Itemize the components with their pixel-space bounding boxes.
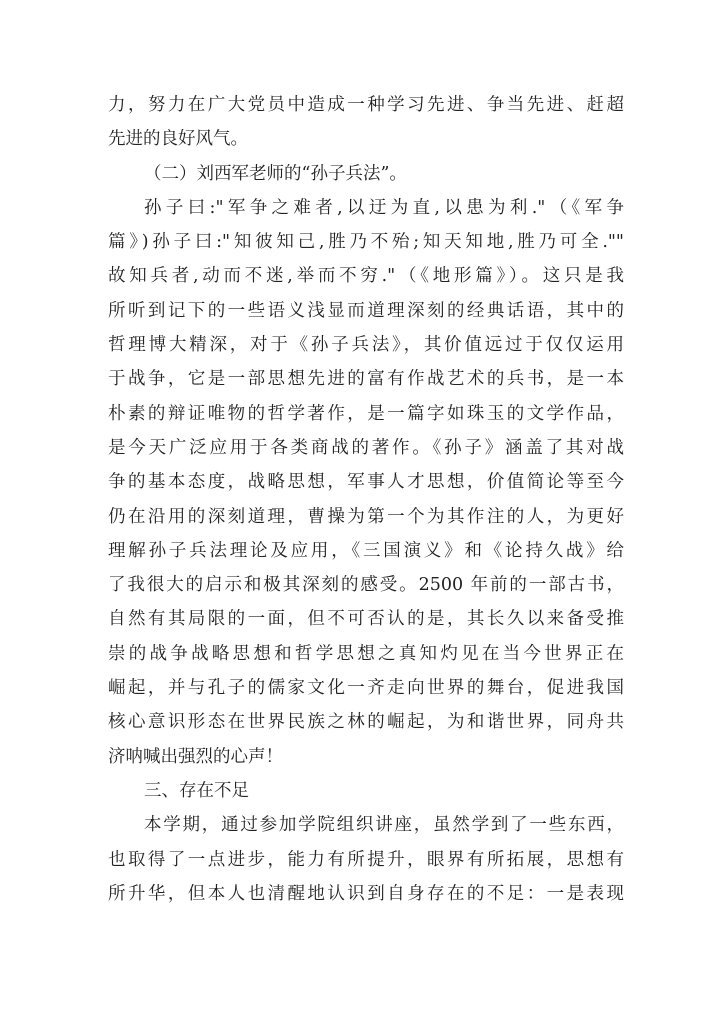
text-line: 篇》)孙子曰:"知彼知己,胜乃不殆;知天知地,胜乃可全."" [108, 232, 624, 253]
text-line: 哲理博大精深，对于《孙子兵法》，其价值远过于仅仅运用 [108, 335, 624, 356]
section-heading: 三、存在不足 [144, 780, 249, 801]
text-line: 所听到记下的一些语义浅显而道理深刻的经典话语，其中的 [108, 300, 624, 321]
text-line: 本学期，通过参加学院组织讲座，虽然学到了一些东西， [144, 815, 624, 836]
text-line: 仍在沿用的深刻道理，曹操为第一个为其作注的人，为更好 [108, 506, 624, 527]
text-line: 核心意识形态在世界民族之林的崛起，为和谐世界，同舟共 [108, 712, 624, 733]
text-line: 济呐喊出强烈的心声！ [108, 746, 283, 767]
text-line: 崇的战争战略思想和哲学思想之真知灼见在当今世界正在 [108, 643, 624, 664]
text-line: 争的基本态度，战略思想，军事人才思想，价值简论等至今 [108, 472, 624, 493]
text-line: 是今天广泛应用于各类商战的著作。《孙子》涵盖了其对战 [108, 437, 624, 458]
text-line: 力，努力在广大党员中造成一种学习先进、争当先进、赶超 [108, 95, 624, 115]
text-line: 孙子曰:"军争之难者,以迂为直,以患为利."（《军争 [144, 197, 624, 218]
text-line: 理解孙子兵法理论及应用，《三国演义》和《论持久战》给 [108, 540, 624, 561]
text-line: 朴素的辩证唯物的哲学著作，是一篇字如珠玉的文学作品， [108, 403, 624, 424]
text-line: 自然有其局限的一面，但不可否认的是，其长久以来备受推 [108, 609, 624, 630]
text-line: 先进的良好风气。 [108, 129, 248, 150]
text-line: 故知兵者,动而不迷,举而不穷."（《地形篇》）。这只是我 [108, 266, 624, 287]
text-line: 了我很大的启示和极其深刻的感受。2500 年前的一部古书， [108, 575, 624, 596]
body-text [108, 88, 624, 911]
section-heading: （二）刘西军老师的“孙子兵法”。 [144, 163, 407, 184]
text-line: 于战争，它是一部思想先进的富有作战艺术的兵书，是一本 [108, 369, 624, 390]
text-line: 崛起，并与孔子的儒家文化一齐走向世界的舞台，促进我国 [108, 678, 624, 699]
text-line: 也取得了一点进步，能力有所提升，眼界有所拓展，思想有 [108, 849, 624, 870]
text-line: 所升华，但本人也清醒地认识到自身存在的不足：一是表现 [108, 883, 624, 904]
